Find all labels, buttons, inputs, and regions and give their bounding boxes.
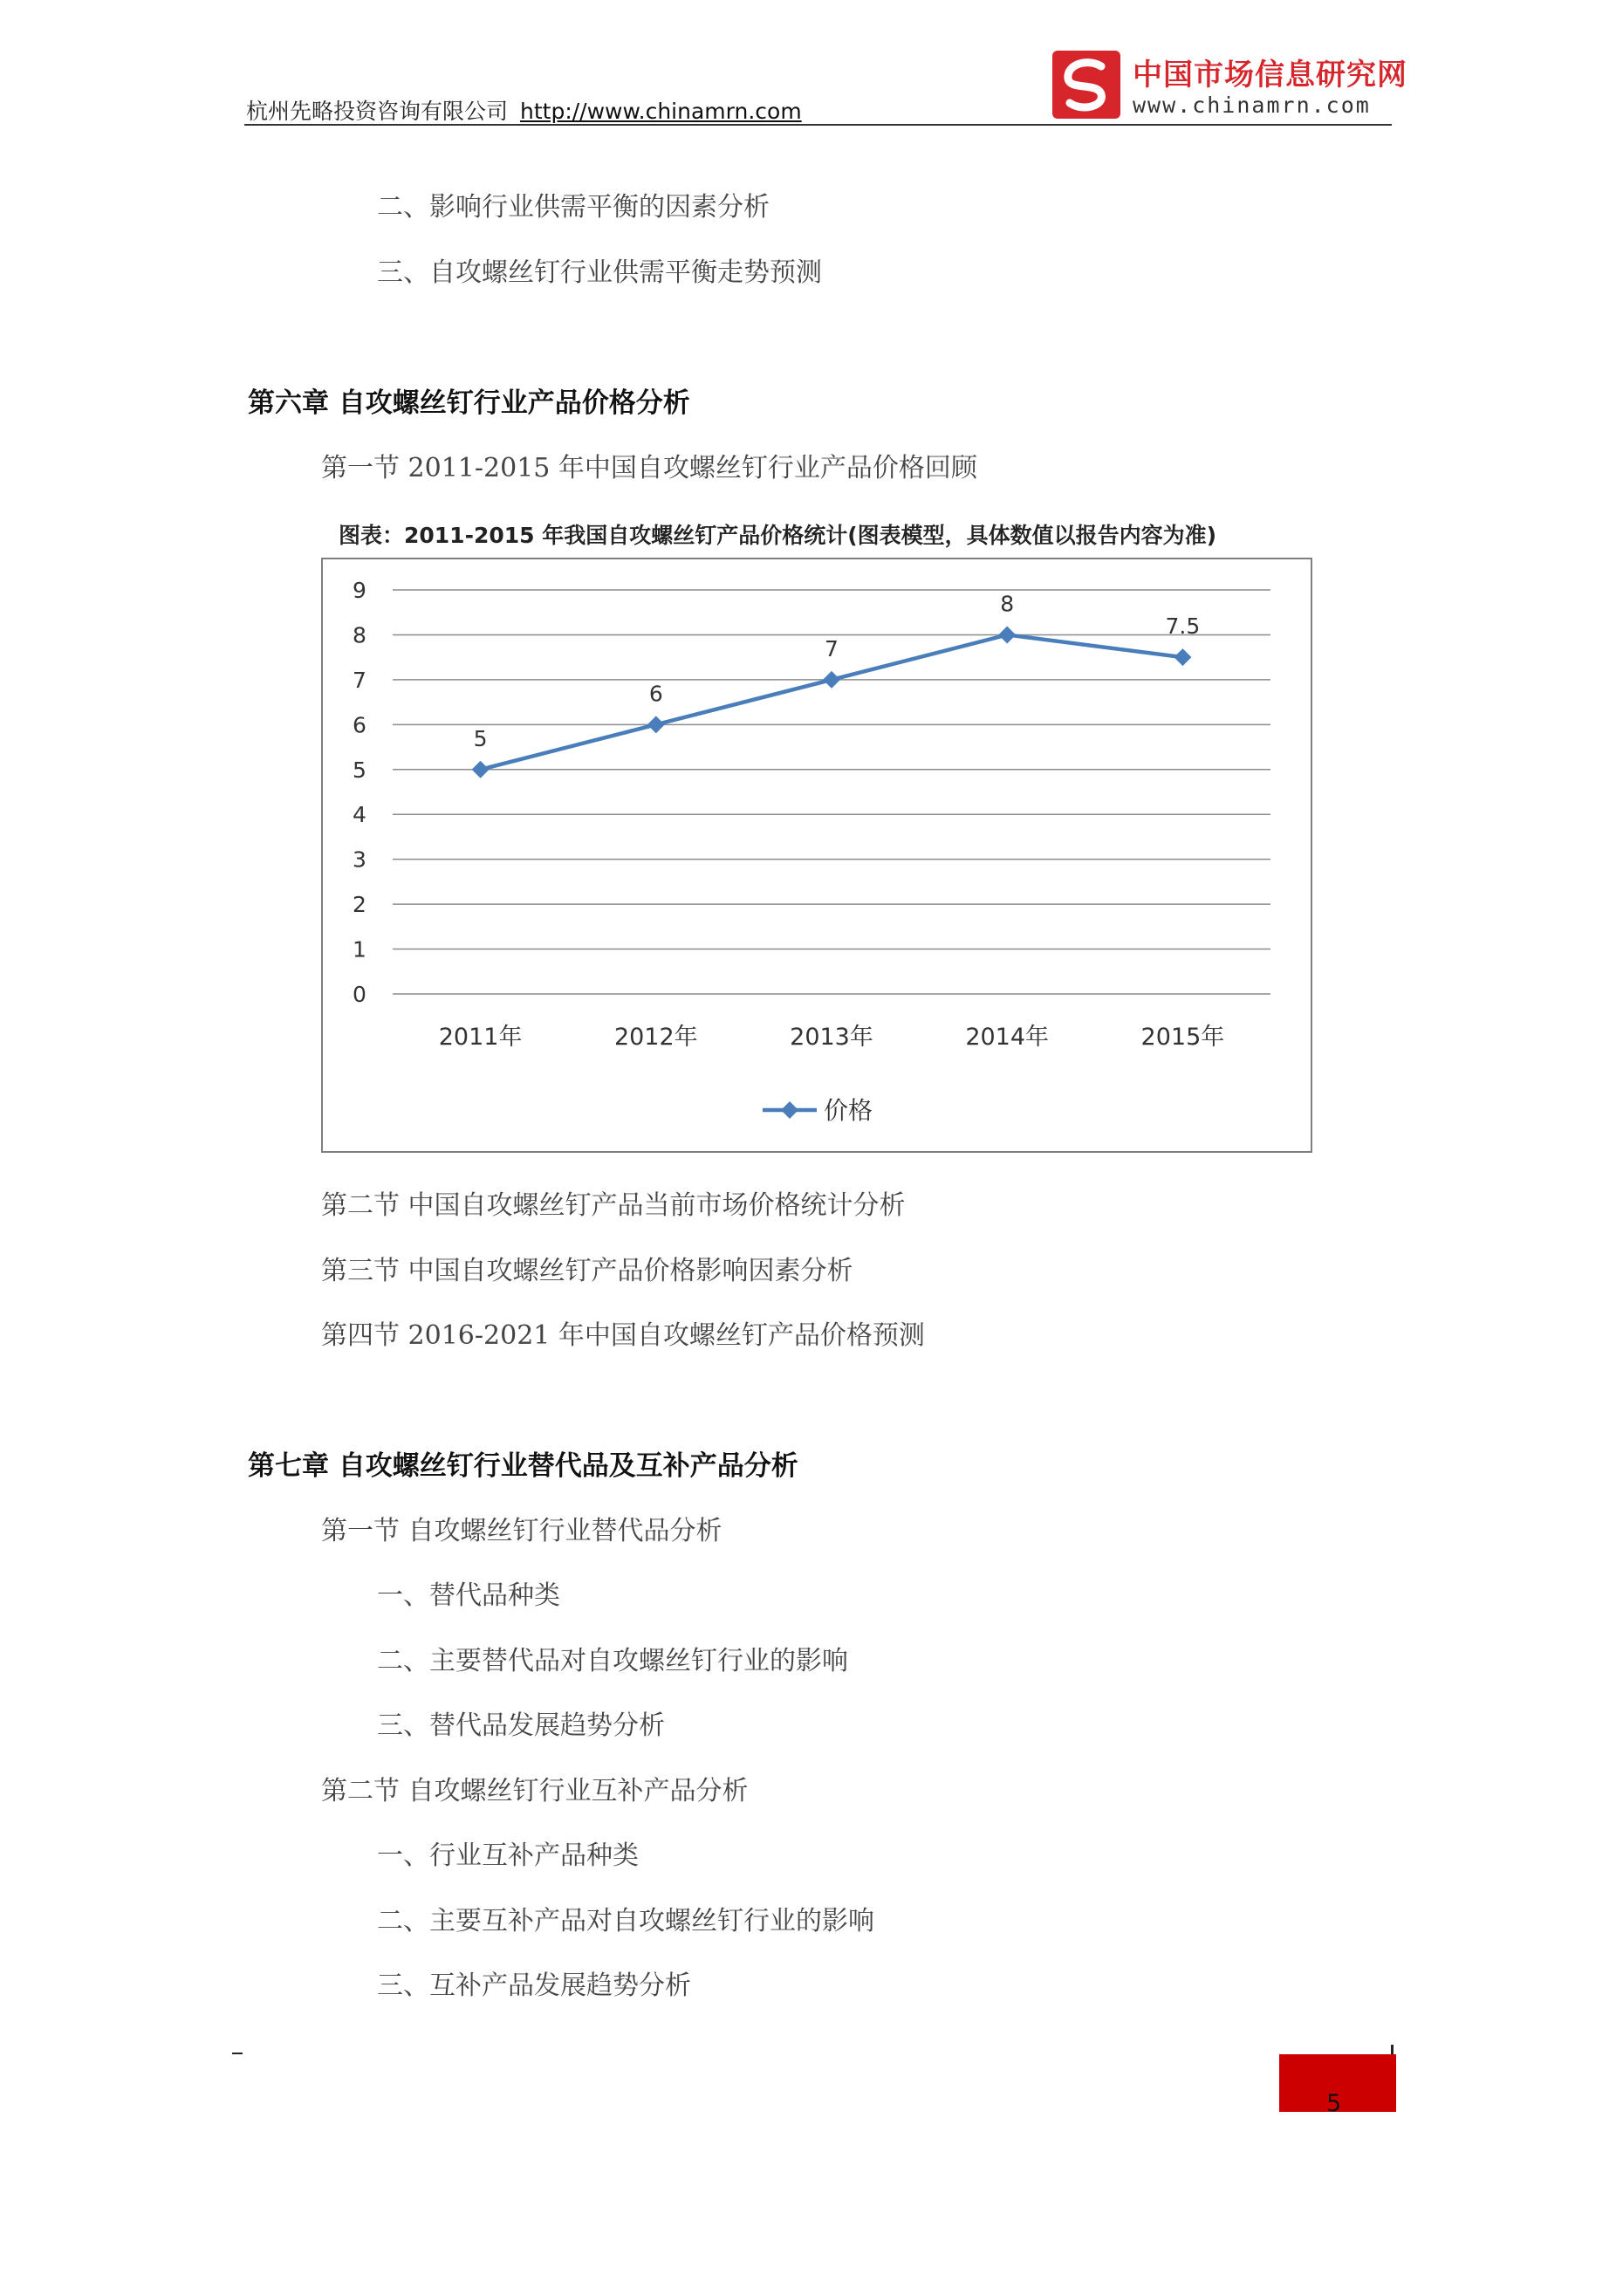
y-tick-label: 5 — [353, 757, 366, 783]
chart-canvas — [323, 559, 1311, 1151]
chapter-6-section-3: 第三节 中国自攻螺丝钉产品价格影响因素分析 — [321, 1256, 853, 1286]
data-label: 7.5 — [1165, 613, 1201, 640]
header-company-line — [246, 94, 802, 126]
y-tick-label: 4 — [353, 802, 366, 828]
chapter-6-section-4: 第四节 2016-2021 年中国自攻螺丝钉产品价格预测 — [321, 1320, 925, 1351]
data-label: 6 — [648, 681, 663, 707]
y-tick-label: 2 — [353, 892, 366, 918]
footer-dash — [232, 2053, 243, 2054]
data-label: 7 — [825, 635, 839, 661]
chapter-6-title: 第六章 自攻螺丝钉行业产品价格分析 — [248, 387, 690, 419]
x-tick-label: 2015年 — [1140, 1024, 1225, 1051]
data-point-marker — [823, 671, 840, 689]
logo-url: www.chinamrn.com — [1133, 93, 1371, 118]
y-tick-label: 7 — [353, 667, 366, 693]
chapter-7-title: 第七章 自攻螺丝钉行业替代品及互补产品分析 — [248, 1450, 798, 1482]
y-tick-label: 1 — [353, 936, 366, 963]
y-tick-label: 9 — [353, 578, 366, 603]
chapter-7-section-1: 第一节 自攻螺丝钉行业替代品分析 — [321, 1516, 722, 1546]
legend-label: 价格 — [824, 1096, 873, 1125]
toc-item: 二、主要互补产品对自攻螺丝钉行业的影响 — [377, 1906, 874, 1936]
logo-title: 中国市场信息研究网 — [1133, 58, 1407, 93]
data-point-marker — [998, 626, 1016, 643]
toc-item: 三、自攻螺丝钉行业供需平衡走势预测 — [377, 257, 822, 288]
toc-item: 三、互补产品发展趋势分析 — [377, 1970, 691, 2001]
x-tick-label: 2012年 — [613, 1024, 698, 1051]
price-line-chart — [321, 558, 1312, 1153]
company-url-link[interactable]: http://www.chinamrn.com — [520, 99, 802, 124]
logo-icon — [1052, 51, 1120, 119]
data-point-marker — [472, 761, 490, 778]
toc-item: 一、替代品种类 — [377, 1580, 560, 1611]
x-tick-label: 2013年 — [790, 1024, 873, 1051]
data-point-marker — [647, 716, 665, 733]
company-name: 杭州先略投资咨询有限公司 — [246, 99, 509, 124]
toc-item: 二、影响行业供需平衡的因素分析 — [377, 192, 770, 223]
chapter-7-section-2: 第二节 自攻螺丝钉行业互补产品分析 — [321, 1776, 749, 1806]
data-point-marker — [1174, 648, 1191, 666]
chapter-6-section-1: 第一节 2011-2015 年中国自攻螺丝钉行业产品价格回顾 — [321, 453, 977, 483]
page-number: 5 — [1326, 2090, 1342, 2117]
chapter-6-section-2: 第二节 中国自攻螺丝钉产品当前市场价格统计分析 — [321, 1190, 906, 1221]
legend-marker — [781, 1101, 798, 1119]
toc-item: 二、主要替代品对自攻螺丝钉行业的影响 — [377, 1646, 848, 1676]
header-rule — [244, 124, 1392, 126]
y-tick-label: 8 — [353, 622, 366, 648]
x-tick-label: 2011年 — [438, 1024, 523, 1051]
data-label: 8 — [1000, 591, 1015, 617]
chart-caption: 图表：2011-2015 年我国自攻螺丝钉产品价格统计(图表模型，具体数值以报告内容为准) — [339, 523, 1217, 548]
y-tick-label: 3 — [353, 846, 366, 873]
toc-item: 三、替代品发展趋势分析 — [377, 1710, 665, 1741]
toc-item: 一、行业互补产品种类 — [377, 1840, 639, 1871]
x-tick-label: 2014年 — [965, 1024, 1050, 1051]
data-label: 5 — [473, 725, 488, 751]
y-tick-label: 6 — [353, 712, 366, 738]
y-tick-label: 0 — [353, 982, 366, 1007]
